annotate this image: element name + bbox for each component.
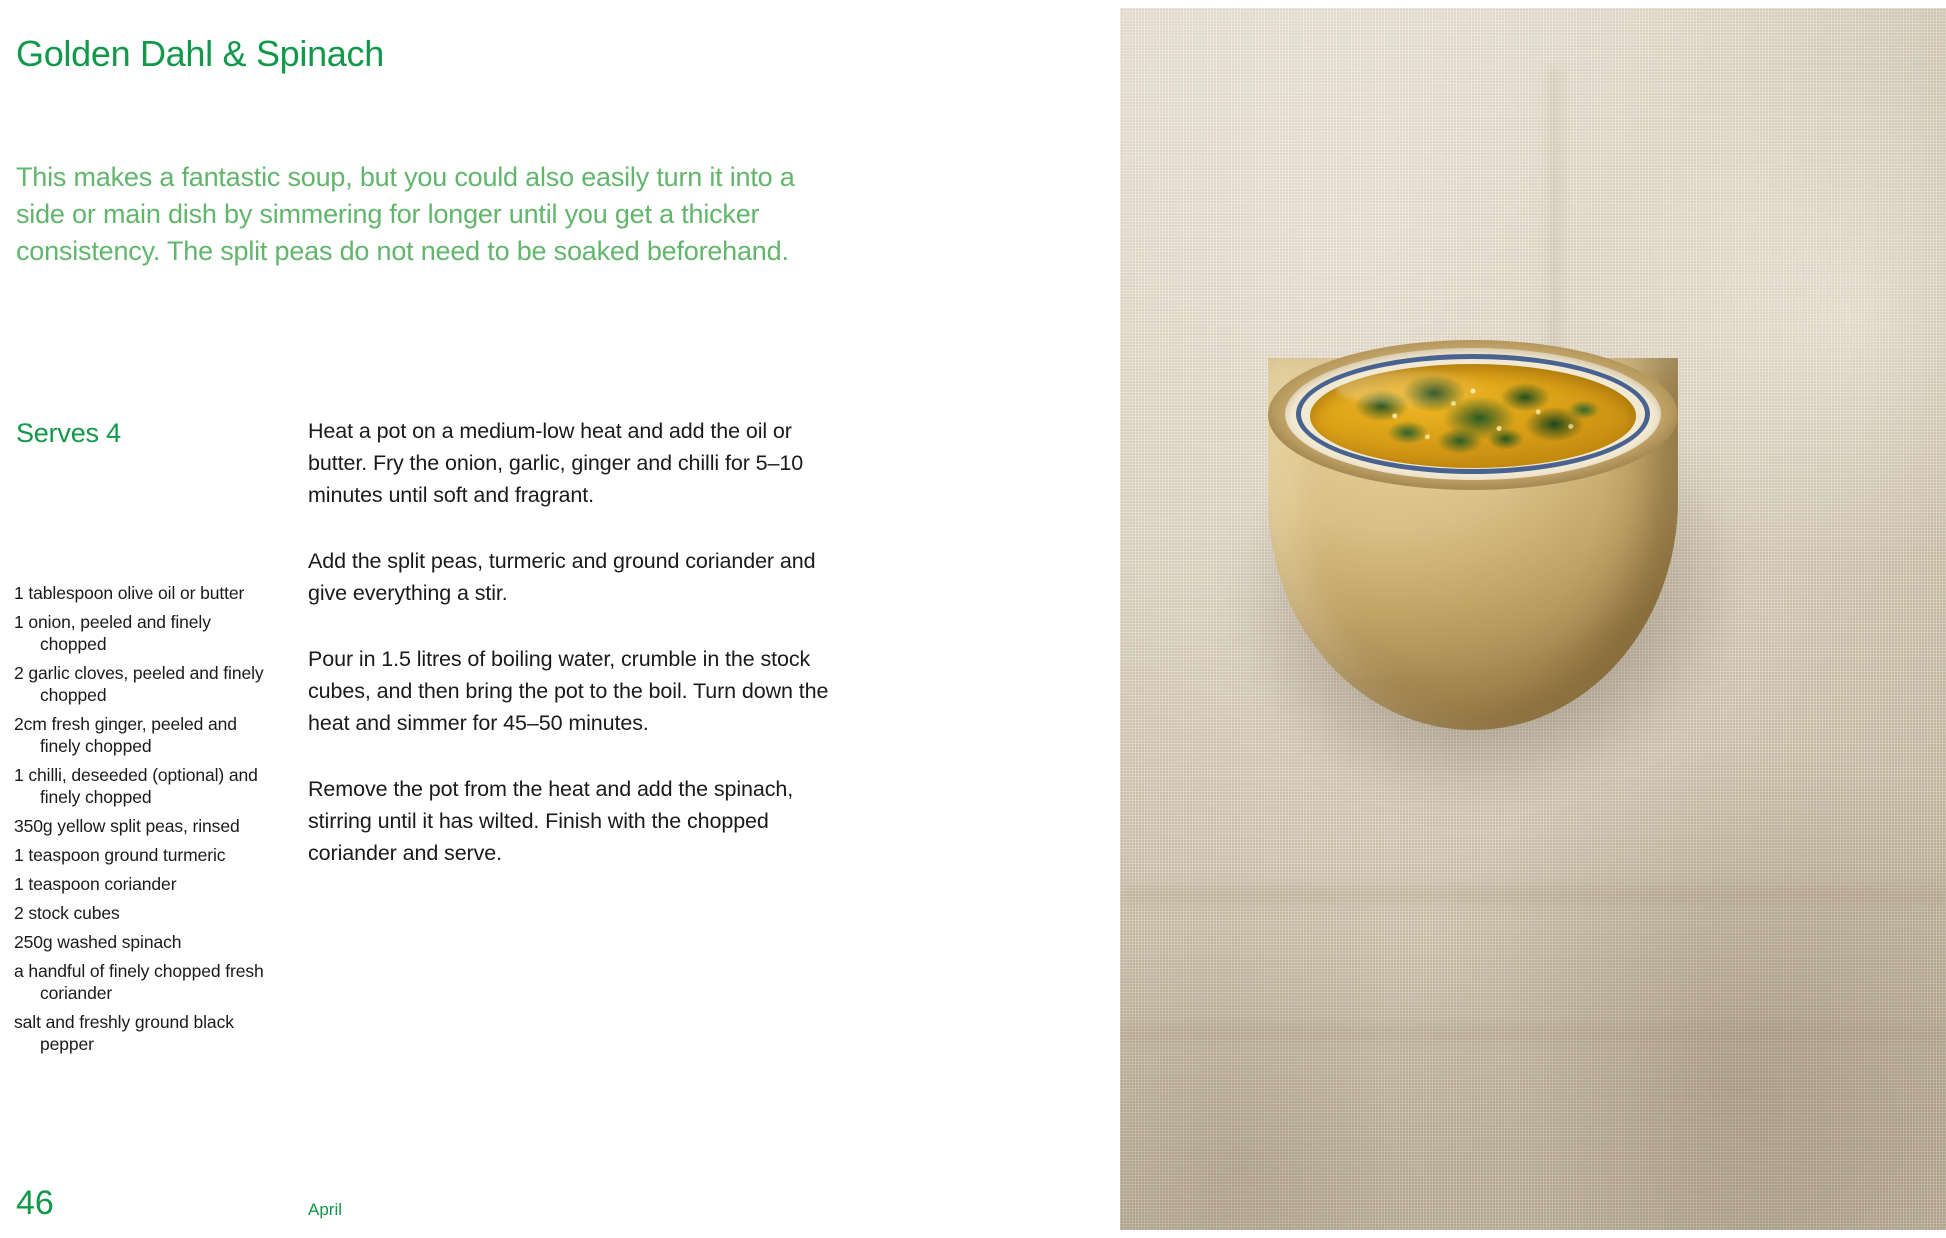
method-step: Remove the pot from the heat and add the spinach, stirring until it has wilted. Finish with the chopped coriander and serve. [308,777,794,865]
method-step: Add the split peas, turmeric and ground coriander and give everything a stir. [308,549,816,605]
soup-highlight [1336,370,1486,405]
list-item: 2 garlic cloves, peeled and finely chopped [14,663,264,705]
linen-wrinkle [1120,1028,1946,1038]
list-item: a handful of finely chopped fresh coriander [14,961,264,1003]
method-steps [308,415,853,903]
list-item: 1 tablespoon olive oil or butter [14,583,245,603]
method-step: Pour in 1.5 litres of boiling water, crumble in the stock cubes, and then bring the pot to the boil. Turn down the heat and simmer for 45–50 minutes. [308,647,829,735]
list-item: 1 chilli, deseeded (optional) and finely chopped [14,765,258,807]
list-item: 2 stock cubes [14,903,120,923]
page-title: Golden Dahl & Spinach [16,33,384,75]
linen-wrinkle [1120,888,1946,902]
list-item: 350g yellow split peas, rinsed [14,816,240,836]
serves-label: Serves 4 [16,418,121,448]
list-item: 1 onion, peeled and finely chopped [14,612,211,654]
dahl-soup [1310,364,1636,468]
list-item: 1 teaspoon ground turmeric [14,845,226,865]
recipe-photo [1120,8,1946,1230]
soup-bowl [1268,340,1678,732]
ingredients-list [14,582,274,1062]
chapter-month-label: April [308,1200,343,1219]
list-item: salt and freshly ground black pepper [14,1012,234,1054]
page-number: 46 [16,1184,54,1222]
list-item: 1 teaspoon coriander [14,874,177,894]
recipe-intro: This makes a fantastic soup, but you could also easily turn it into a side or main dish by simmering for longer until you get a thicker consistency. The split peas do not need to be soaked beforehand. [16,162,795,266]
method-step: Heat a pot on a medium-low heat and add the oil or butter. Fry the onion, garlic, ginger and chilli for 5–10 minutes until soft and fragrant. [308,419,804,507]
list-item: 2cm fresh ginger, peeled and finely chopped [14,714,237,756]
list-item: 250g washed spinach [14,932,182,952]
